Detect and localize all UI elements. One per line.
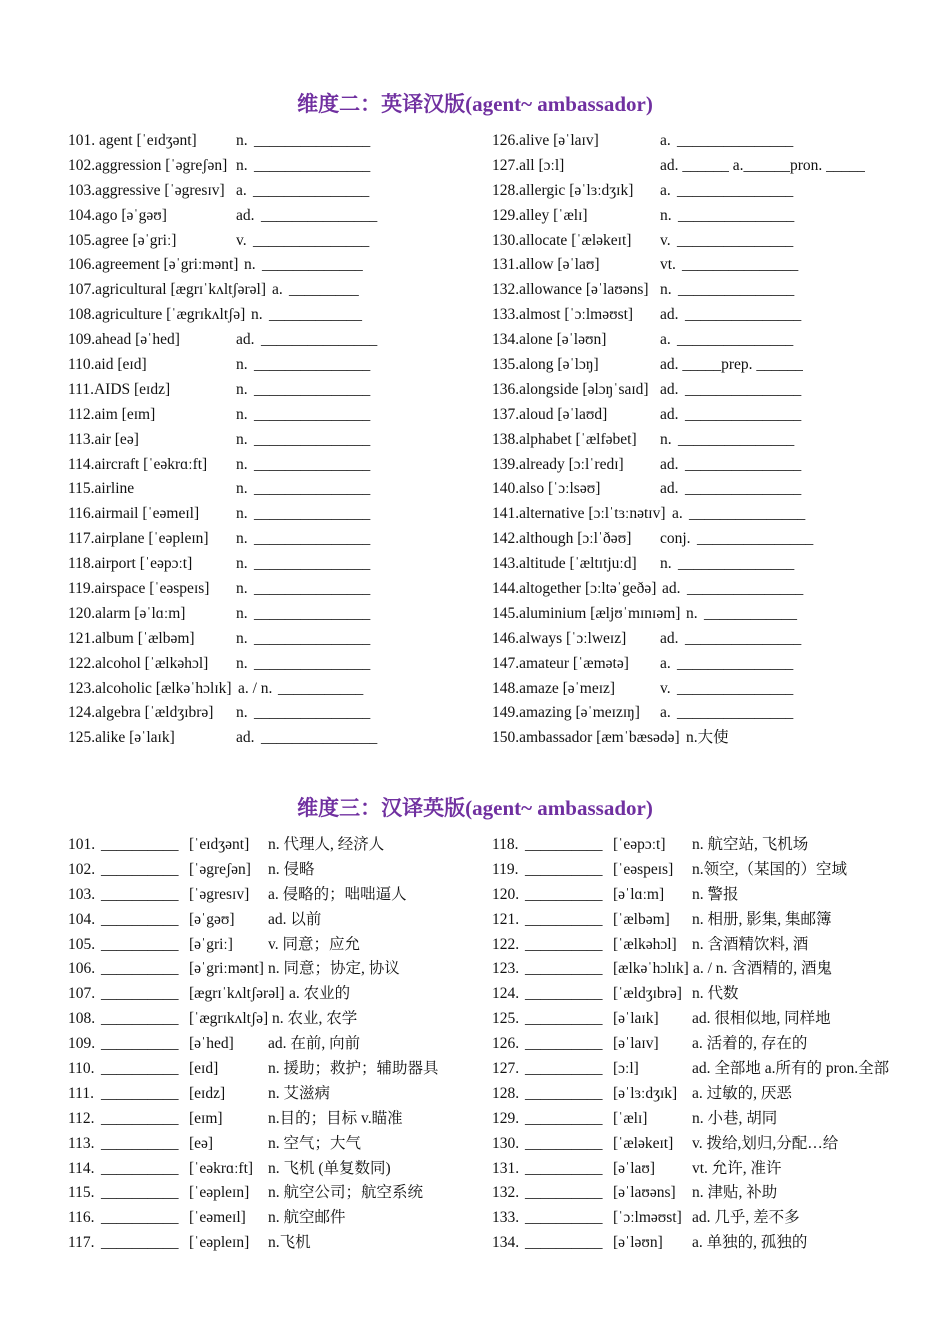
answer-blank[interactable]: _______________ xyxy=(254,405,371,423)
part-of-speech: n. xyxy=(660,555,672,573)
vocab-word: 103.aggressive [ˈəgresɪv] xyxy=(68,181,225,199)
vocab-word: 147.amateur [ˈæmətə] xyxy=(492,654,629,672)
chinese-meaning: v. 拨给,划归,分配…给 xyxy=(692,1134,839,1152)
answer-blank[interactable]: __________ xyxy=(101,1060,179,1078)
phonetic: [ˈəgresɪv] xyxy=(189,885,250,903)
item-number: 109. xyxy=(68,1035,96,1053)
part-of-speech: n. xyxy=(236,430,248,448)
phonetic: [ˈæləkeɪt] xyxy=(613,1134,674,1152)
answer-blank[interactable]: __________ xyxy=(525,1134,603,1152)
answer-blank[interactable]: _______________ xyxy=(685,405,802,423)
item-number: 108. xyxy=(68,1010,96,1028)
part-of-speech: n. xyxy=(236,132,248,149)
answer-blank[interactable]: _______________ xyxy=(261,206,378,224)
answer-blank[interactable]: __________ xyxy=(525,1234,603,1252)
part-of-speech: n. xyxy=(236,704,248,722)
part-of-speech: v. xyxy=(660,231,671,249)
answer-blank[interactable]: _____________ xyxy=(262,256,363,274)
item-number: 111. xyxy=(68,1084,94,1102)
phonetic: [əˈgriː] xyxy=(189,935,233,953)
item-number: 126. xyxy=(492,1035,520,1053)
chinese-meaning: ad. 在前, 向前 xyxy=(268,1035,361,1053)
item-number: 129. xyxy=(492,1109,520,1127)
chinese-meaning: n. 航空公司；航空系统 xyxy=(268,1184,424,1202)
item-number: 112. xyxy=(68,1109,95,1127)
answer-blank[interactable]: _______________ xyxy=(261,331,378,349)
item-number: 105. xyxy=(68,935,96,953)
chinese-meaning: n.领空,（某国的）空域 xyxy=(692,860,848,878)
chinese-meaning: n. 飞机 (单复数同) xyxy=(268,1159,391,1177)
answer-blank[interactable]: __________ xyxy=(525,960,603,978)
answer-blank[interactable]: _______________ xyxy=(678,281,795,299)
part-of-speech: conj. xyxy=(660,530,691,548)
phonetic: [əˈlaɪk] xyxy=(613,1010,659,1028)
answer-blank[interactable]: _______________ xyxy=(254,380,371,398)
item-number: 124. xyxy=(492,985,520,1003)
part-of-speech: n. xyxy=(244,256,256,274)
part-of-speech: n. xyxy=(686,604,698,622)
answer-blank[interactable]: __________ xyxy=(525,910,603,928)
vocab-word: 122.alcohol [ˈælkəhɔl] xyxy=(68,654,209,672)
part-of-speech: ad. xyxy=(236,729,255,747)
item-number: 133. xyxy=(492,1209,520,1227)
phonetic: [eɪdz] xyxy=(189,1084,226,1102)
item-number: 131. xyxy=(492,1159,520,1177)
vocab-word: 110.aid [eɪd] xyxy=(68,356,147,374)
vocab-word: 130.allocate [ˈæləkeɪt] xyxy=(492,231,632,249)
answer-blank[interactable]: __________ xyxy=(101,985,179,1003)
phonetic: [əˈlɑːm] xyxy=(613,885,665,903)
answer-blank[interactable]: _______________ xyxy=(677,654,794,672)
phonetic: [ˈælɪ] xyxy=(613,1109,648,1127)
phonetic: [ɔːl] xyxy=(613,1060,639,1078)
answer-blank[interactable]: _______________ xyxy=(685,480,802,498)
item-number: 116. xyxy=(68,1209,95,1227)
chinese-meaning: n. 警报 xyxy=(692,885,739,903)
part-of-speech: ad. _____prep. ______ xyxy=(660,356,803,374)
part-of-speech: n. xyxy=(236,380,248,398)
answer-blank[interactable]: __________ xyxy=(101,860,179,878)
part-of-speech: ad. xyxy=(236,331,255,349)
vocab-word: 133.almost [ˈɔːlməʊst] xyxy=(492,306,634,324)
answer-blank[interactable]: __________ xyxy=(101,960,179,978)
vocab-word: 107.agricultural [ægrɪˈkʌltʃərəl] xyxy=(68,281,266,299)
chinese-meaning: n. 艾滋病 xyxy=(268,1084,331,1102)
phonetic: [eɪd] xyxy=(189,1060,219,1078)
part-of-speech: ad. xyxy=(660,306,679,324)
part-of-speech: a. xyxy=(236,181,247,199)
chinese-meaning: n.目的；目标 v.瞄准 xyxy=(268,1109,403,1127)
vocab-word: 129.alley [ˈælɪ] xyxy=(492,206,588,224)
item-number: 107. xyxy=(68,985,96,1003)
item-number: 104. xyxy=(68,910,96,928)
chinese-meaning: n. 代数 xyxy=(692,985,739,1003)
answer-blank[interactable]: __________ xyxy=(101,1035,179,1053)
phonetic: [ˈælbəm] xyxy=(613,910,670,928)
answer-blank[interactable]: __________ xyxy=(101,1134,179,1152)
answer-blank[interactable]: __________ xyxy=(101,1010,179,1028)
vocab-word: 101. agent [ˈeɪdʒənt] xyxy=(68,132,197,149)
answer-blank[interactable]: _______________ xyxy=(677,704,794,722)
answer-blank[interactable]: _______________ xyxy=(254,132,371,149)
vocab-word: 134.alone [əˈləʊn] xyxy=(492,331,607,349)
item-number: 125. xyxy=(492,1010,520,1028)
vocab-word: 115.airline xyxy=(68,480,135,498)
phonetic: [ˈeɪdʒənt] xyxy=(189,836,250,853)
vocab-word: 143.altitude [ˈæltɪtjuːd] xyxy=(492,555,637,573)
vocab-word: 132.allowance [əˈlaʊəns] xyxy=(492,281,649,299)
part-of-speech: n. xyxy=(236,654,248,672)
item-number: 106. xyxy=(68,960,96,978)
part-of-speech: n. xyxy=(236,530,248,548)
part-of-speech: n. xyxy=(236,156,248,174)
part-of-speech: ad. xyxy=(660,405,679,423)
answer-blank[interactable]: __________ xyxy=(525,885,603,903)
phonetic: [ˈeəkrɑːft] xyxy=(189,1159,254,1177)
item-number: 101. xyxy=(68,836,96,853)
part-of-speech: a. xyxy=(272,281,283,299)
vocab-word: 140.also [ˈɔːlsəʊ] xyxy=(492,480,601,498)
answer-blank[interactable]: _______________ xyxy=(254,480,371,498)
answer-blank[interactable]: _________ xyxy=(289,281,359,299)
chinese-meaning: n. 援助；救护；辅助器具 xyxy=(268,1060,439,1078)
chinese-meaning: n. 农业, 农学 xyxy=(272,1010,358,1028)
answer-blank[interactable]: _______________ xyxy=(677,231,794,249)
vocab-word: 126.alive [əˈlaɪv] xyxy=(492,132,599,149)
chinese-meaning: n. 含酒精饮料, 酒 xyxy=(692,935,809,953)
answer-blank[interactable]: __________ xyxy=(525,860,603,878)
vocab-word: 128.allergic [əˈlɜːdʒɪk] xyxy=(492,181,634,199)
answer-blank[interactable]: __________ xyxy=(525,1159,603,1177)
answer-blank[interactable]: __________ xyxy=(101,1184,179,1202)
item-number: 127. xyxy=(492,1060,520,1078)
part-of-speech: n.大使 xyxy=(686,729,729,747)
answer-blank[interactable]: __________ xyxy=(101,836,179,853)
answer-blank[interactable]: __________ xyxy=(525,1109,603,1127)
vocab-word: 146.always [ˈɔːlweɪz] xyxy=(492,629,627,647)
vocab-word: 105.agree [əˈgriː] xyxy=(68,231,177,249)
part-of-speech: ad. xyxy=(662,580,681,598)
answer-blank[interactable]: _______________ xyxy=(677,679,794,697)
part-of-speech: a. xyxy=(672,505,683,523)
answer-blank[interactable]: __________ xyxy=(525,935,603,953)
vocab-word: 118.airport [ˈeəpɔːt] xyxy=(68,555,193,573)
item-number: 122. xyxy=(492,935,520,953)
vocab-word: 116.airmail [ˈeəmeɪl] xyxy=(68,505,200,523)
vocab-word: 131.allow [əˈlaʊ] xyxy=(492,256,600,274)
item-number: 134. xyxy=(492,1234,520,1252)
part-of-speech: v. xyxy=(660,679,671,697)
item-number: 121. xyxy=(492,910,520,928)
chinese-meaning: ad. 以前 xyxy=(268,910,322,928)
item-number: 120. xyxy=(492,885,520,903)
chinese-meaning: a. 农业的 xyxy=(289,985,351,1003)
part-of-speech: a. xyxy=(660,132,671,149)
chinese-meaning: vt. 允许, 准许 xyxy=(692,1159,782,1177)
item-number: 119. xyxy=(492,860,519,878)
phonetic: [əˈhed] xyxy=(189,1035,234,1053)
vocab-word: 114.aircraft [ˈeəkrɑːft] xyxy=(68,455,208,473)
part-of-speech: a. / n. xyxy=(238,679,273,697)
chinese-meaning: a. / n. 含酒精的, 酒鬼 xyxy=(693,960,833,978)
vocab-word: 123.alcoholic [ælkəˈhɔlɪk] xyxy=(68,679,232,697)
part-of-speech: ad. xyxy=(660,629,679,647)
part-of-speech: vt. xyxy=(660,256,676,274)
answer-blank[interactable]: __________ xyxy=(525,1084,603,1102)
part-of-speech: ad. ______ a.______pron. _____ xyxy=(660,156,865,174)
part-of-speech: n. xyxy=(236,480,248,498)
phonetic: [ˈeəpɔːt] xyxy=(613,836,666,853)
vocab-word: 149.amazing [əˈmeɪzɪŋ] xyxy=(492,704,640,722)
part-of-speech: n. xyxy=(236,555,248,573)
chinese-meaning: ad. 很相似地, 同样地 xyxy=(692,1010,831,1028)
answer-blank[interactable]: _______________ xyxy=(254,704,371,722)
vocab-word: 104.ago [əˈgəʊ] xyxy=(68,206,167,224)
vocab-word: 127.all [ɔːl] xyxy=(492,156,565,174)
answer-blank[interactable]: __________ xyxy=(101,1084,179,1102)
answer-blank[interactable]: _______________ xyxy=(254,156,371,174)
chinese-meaning: a. 侵略的；咄咄逼人 xyxy=(268,885,407,903)
chinese-meaning: v. 同意；应允 xyxy=(268,935,360,953)
answer-blank[interactable]: _______________ xyxy=(685,380,802,398)
answer-blank[interactable]: __________ xyxy=(101,910,179,928)
answer-blank[interactable]: _______________ xyxy=(685,629,802,647)
answer-blank[interactable]: _______________ xyxy=(678,430,795,448)
vocab-word: 148.amaze [əˈmeɪz] xyxy=(492,679,616,697)
phonetic: [ˈeəpleɪn] xyxy=(189,1234,250,1252)
answer-blank[interactable]: __________ xyxy=(525,1060,603,1078)
answer-blank[interactable]: _______________ xyxy=(682,256,799,274)
item-number: 102. xyxy=(68,860,96,878)
part-of-speech: n. xyxy=(236,505,248,523)
vocab-word: 102.aggression [ˈəgreʃən] xyxy=(68,156,228,174)
phonetic: [ˈeəpleɪn] xyxy=(189,1184,250,1202)
phonetic: [ælkəˈhɔlɪk] xyxy=(613,960,689,978)
item-number: 117. xyxy=(68,1234,95,1252)
chinese-meaning: n. 侵略 xyxy=(268,860,315,878)
item-number: 110. xyxy=(68,1060,95,1078)
answer-blank[interactable]: __________ xyxy=(525,1010,603,1028)
answer-blank[interactable]: __________ xyxy=(525,1184,603,1202)
chinese-meaning: n. 航空站, 飞机场 xyxy=(692,836,809,853)
part-of-speech: n. xyxy=(236,356,248,374)
answer-blank[interactable]: ____________ xyxy=(269,306,362,324)
answer-blank[interactable]: _______________ xyxy=(254,604,371,622)
section3-title: 维度三：汉译英版(agent~ ambassador) xyxy=(297,796,653,820)
part-of-speech: n. xyxy=(236,604,248,622)
phonetic: [əˈlaʊəns] xyxy=(613,1184,676,1202)
answer-blank[interactable]: ____________ xyxy=(704,604,797,622)
answer-blank[interactable]: __________ xyxy=(101,1209,179,1227)
phonetic: [ˈɔːlməʊst] xyxy=(613,1209,682,1227)
answer-blank[interactable]: _______________ xyxy=(254,530,371,548)
vocab-word: 150.ambassador [æmˈbæsədə] xyxy=(492,729,680,747)
part-of-speech: n. xyxy=(660,206,672,224)
part-of-speech: n. xyxy=(251,306,263,324)
vocab-word: 112.aim [eɪm] xyxy=(68,405,156,423)
answer-blank[interactable]: __________ xyxy=(101,1234,179,1252)
phonetic: [eɪm] xyxy=(189,1109,223,1127)
section2-title: 维度二：英译汉版(agent~ ambassador) xyxy=(297,92,653,116)
vocab-word: 141.alternative [ɔːlˈtɜːnətɪv] xyxy=(492,505,666,523)
answer-blank[interactable]: __________ xyxy=(525,836,603,853)
chinese-meaning: ad. 全部地 a.所有的 pron.全部 xyxy=(692,1060,890,1078)
phonetic: [ˈeəmeɪl] xyxy=(189,1209,246,1227)
chinese-meaning: a. 活着的, 存在的 xyxy=(692,1035,808,1053)
phonetic: [eə] xyxy=(189,1134,214,1152)
answer-blank[interactable]: _______________ xyxy=(253,231,370,249)
phonetic: [ægrɪˈkʌltʃərəl] xyxy=(189,985,285,1003)
phonetic: [ˈægrɪkʌltʃə] xyxy=(189,1010,269,1028)
phonetic: [əˈgəʊ] xyxy=(189,910,235,928)
chinese-meaning: n. 航空邮件 xyxy=(268,1209,346,1227)
part-of-speech: n. xyxy=(236,629,248,647)
part-of-speech: n. xyxy=(660,281,672,299)
phonetic: [ˈælkəhɔl] xyxy=(613,935,677,953)
chinese-meaning: n. 小巷, 胡同 xyxy=(692,1109,778,1127)
chinese-meaning: a. 过敏的, 厌恶 xyxy=(692,1084,792,1102)
answer-blank[interactable]: _______________ xyxy=(254,430,371,448)
chinese-meaning: n. 代理人, 经济人 xyxy=(268,836,385,853)
phonetic: [ˈəgreʃən] xyxy=(189,860,251,878)
item-number: 130. xyxy=(492,1134,520,1152)
phonetic: [əˈgriːmənt] xyxy=(189,960,264,978)
answer-blank[interactable]: __________ xyxy=(525,1209,603,1227)
answer-blank[interactable]: __________ xyxy=(525,985,603,1003)
vocab-word: 113.air [eə] xyxy=(68,430,139,448)
answer-blank[interactable]: _______________ xyxy=(254,654,371,672)
answer-blank[interactable]: _______________ xyxy=(678,555,795,573)
answer-blank[interactable]: _______________ xyxy=(677,132,794,149)
vocab-word: 135.along [əˈlɔŋ] xyxy=(492,356,599,374)
chinese-meaning: n. 津贴, 补助 xyxy=(692,1184,778,1202)
part-of-speech: v. xyxy=(236,231,247,249)
answer-blank[interactable]: __________ xyxy=(101,885,179,903)
vocab-word: 117.airplane [ˈeəpleɪn] xyxy=(68,530,209,548)
part-of-speech: ad. xyxy=(236,206,255,224)
vocab-word: 139.already [ɔːlˈredɪ] xyxy=(492,455,624,473)
answer-blank[interactable]: _______________ xyxy=(261,729,378,747)
item-number: 103. xyxy=(68,885,96,903)
answer-blank[interactable]: _______________ xyxy=(254,629,371,647)
phonetic: [ˈeəspeɪs] xyxy=(613,860,674,878)
answer-blank[interactable]: _______________ xyxy=(677,331,794,349)
vocab-word: 124.algebra [ˈældʒɪbrə] xyxy=(68,704,214,722)
item-number: 118. xyxy=(492,836,519,853)
part-of-speech: ad. xyxy=(660,380,679,398)
answer-blank[interactable]: __________ xyxy=(101,935,179,953)
vocab-word: 145.aluminium [æljʊˈmɪnɪəm] xyxy=(492,604,681,622)
phonetic: [əˈləʊn] xyxy=(613,1234,663,1252)
vocab-word: 111.AIDS [eɪdz] xyxy=(68,380,171,398)
phonetic: [ˈældʒɪbrə] xyxy=(613,985,682,1003)
vocab-word: 109.ahead [əˈhed] xyxy=(68,331,180,349)
answer-blank[interactable]: _______________ xyxy=(678,206,795,224)
answer-blank[interactable]: _______________ xyxy=(687,580,804,598)
phonetic: [əˈlaɪv] xyxy=(613,1035,659,1053)
answer-blank[interactable]: __________ xyxy=(101,1159,179,1177)
part-of-speech: ad. xyxy=(660,455,679,473)
vocab-word: 138.alphabet [ˈælfəbet] xyxy=(492,430,637,448)
vocab-word: 106.agreement [əˈgriːmənt] xyxy=(68,256,239,274)
vocab-word: 119.airspace [ˈeəspeɪs] xyxy=(68,580,210,598)
answer-blank[interactable]: _______________ xyxy=(254,580,371,598)
answer-blank[interactable]: _______________ xyxy=(677,181,794,199)
answer-blank[interactable]: _______________ xyxy=(253,181,370,199)
chinese-meaning: a. 单独的, 孤独的 xyxy=(692,1234,808,1252)
item-number: 132. xyxy=(492,1184,520,1202)
item-number: 128. xyxy=(492,1084,520,1102)
phonetic: [əˈlɜːdʒɪk] xyxy=(613,1084,678,1102)
answer-blank[interactable]: __________ xyxy=(101,1109,179,1127)
vocab-word: 137.aloud [əˈlaʊd] xyxy=(492,405,608,423)
chinese-meaning: n. 同意；协定, 协议 xyxy=(268,960,400,978)
part-of-speech: a. xyxy=(660,654,671,672)
answer-blank[interactable]: _______________ xyxy=(689,505,806,523)
part-of-speech: n. xyxy=(236,580,248,598)
answer-blank[interactable]: _______________ xyxy=(685,306,802,324)
part-of-speech: n. xyxy=(236,405,248,423)
chinese-meaning: n. 空气；大气 xyxy=(268,1134,362,1152)
vocab-word: 136.alongside [əlɔŋˈsaɪd] xyxy=(492,380,649,398)
item-number: 123. xyxy=(492,960,520,978)
chinese-meaning: n.飞机 xyxy=(268,1234,311,1252)
part-of-speech: a. xyxy=(660,331,671,349)
part-of-speech: n. xyxy=(236,455,248,473)
vocab-word: 125.alike [əˈlaɪk] xyxy=(68,729,175,747)
answer-blank[interactable]: _______________ xyxy=(697,530,814,548)
chinese-meaning: n. 相册, 影集, 集邮簿 xyxy=(692,910,832,928)
vocab-word: 142.although [ɔːlˈðəʊ] xyxy=(492,530,632,548)
answer-blank[interactable]: _______________ xyxy=(254,356,371,374)
item-number: 113. xyxy=(68,1134,95,1152)
vocab-word: 121.album [ˈælbəm] xyxy=(68,629,195,647)
answer-blank[interactable]: _______________ xyxy=(685,455,802,473)
answer-blank[interactable]: _______________ xyxy=(254,505,371,523)
part-of-speech: a. xyxy=(660,704,671,722)
part-of-speech: n. xyxy=(660,430,672,448)
item-number: 114. xyxy=(68,1159,95,1177)
vocab-word: 144.altogether [ɔːltəˈgeðə] xyxy=(492,580,657,598)
answer-blank[interactable]: _______________ xyxy=(254,455,371,473)
chinese-meaning: ad. 几乎, 差不多 xyxy=(692,1209,800,1227)
item-number: 115. xyxy=(68,1184,95,1202)
part-of-speech: a. xyxy=(660,181,671,199)
phonetic: [əˈlaʊ] xyxy=(613,1159,656,1177)
part-of-speech: ad. xyxy=(660,480,679,498)
vocab-word: 108.agriculture [ˈægrɪkʌltʃə] xyxy=(68,306,246,324)
answer-blank[interactable]: _______________ xyxy=(254,555,371,573)
vocab-word: 120.alarm [əˈlɑːm] xyxy=(68,604,186,622)
answer-blank[interactable]: __________ xyxy=(525,1035,603,1053)
answer-blank[interactable]: ___________ xyxy=(278,679,364,697)
